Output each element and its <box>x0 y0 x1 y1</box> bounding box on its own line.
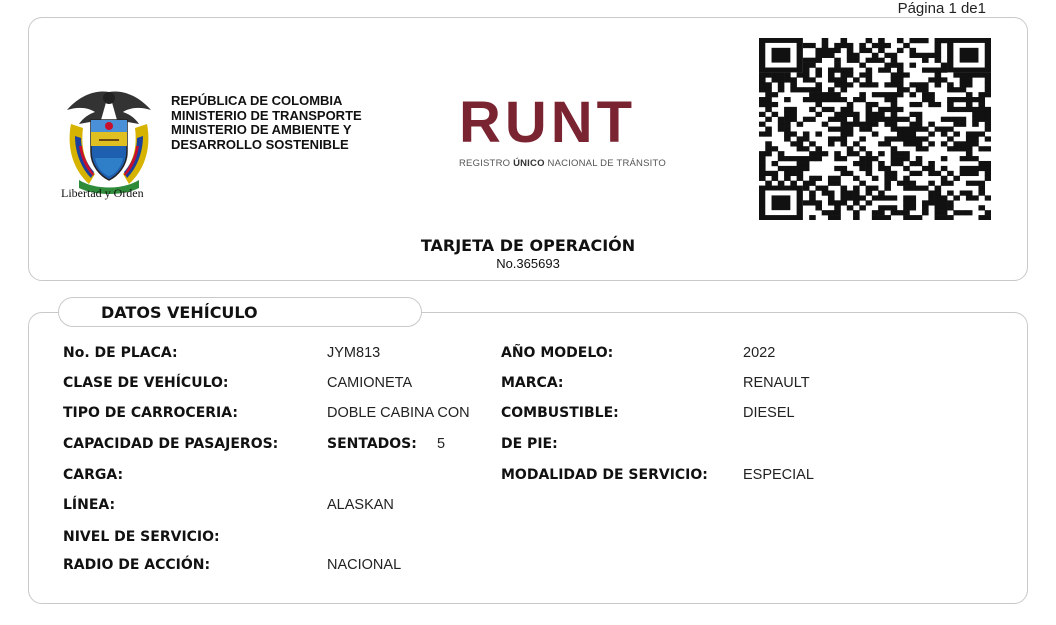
section-tab <box>58 297 422 327</box>
gov-line: REPÚBLICA DE COLOMBIA <box>171 93 343 108</box>
seal-caption: Libertad y Orden <box>61 186 144 200</box>
field-label: CAPACIDAD DE PASAJEROS: <box>63 436 279 452</box>
field-label: AÑO MODELO: <box>501 345 614 361</box>
runt-subtitle: REGISTRO ÚNICO NACIONAL DE TRÁNSITO <box>459 158 666 169</box>
field-value: ESPECIAL <box>743 467 814 483</box>
government-entity-lines <box>171 94 362 152</box>
field-value: NACIONAL <box>327 557 402 573</box>
document-title: TARJETA DE OPERACIÓN <box>420 236 636 255</box>
page-indicator: Página 1 de1 <box>897 0 986 17</box>
field-label: NIVEL DE SERVICIO: <box>63 529 220 545</box>
field-row <box>63 345 1013 365</box>
qr-code-icon <box>759 38 991 220</box>
field-label: MARCA: <box>501 375 564 391</box>
field-value: 5 <box>437 436 446 452</box>
field-row <box>63 436 1013 456</box>
runt-logo <box>459 90 699 184</box>
field-value: RENAULT <box>743 375 810 391</box>
document-number: No.365693 <box>496 256 560 271</box>
field-label: TIPO DE CARROCERIA: <box>63 405 238 421</box>
field-row <box>63 375 1013 395</box>
field-label: DE PIE: <box>501 436 558 452</box>
gov-line: DESARROLLO SOSTENIBLE <box>171 136 349 152</box>
field-row <box>63 497 1013 517</box>
field-label: COMBUSTIBLE: <box>501 405 619 421</box>
field-value: JYM813 <box>327 345 381 361</box>
gov-line: MINISTERIO DE AMBIENTE Y <box>171 122 352 137</box>
field-row <box>63 467 1013 487</box>
runt-wordmark: RUNT <box>459 90 637 155</box>
field-value: 2022 <box>743 345 776 361</box>
field-value: DIESEL <box>743 405 795 421</box>
header-card <box>28 17 1028 281</box>
field-label: MODALIDAD DE SERVICIO: <box>501 467 708 483</box>
field-label: RADIO DE ACCIÓN: <box>63 557 211 573</box>
field-row <box>63 405 1013 425</box>
field-label: LÍNEA: <box>63 497 116 513</box>
field-sublabel: SENTADOS: <box>327 436 417 452</box>
field-value: CAMIONETA <box>327 375 413 391</box>
section-title: DATOS VEHÍCULO <box>101 303 258 322</box>
vehicle-data-card <box>28 312 1028 604</box>
field-row <box>63 529 1013 549</box>
field-value: ALASKAN <box>327 497 394 513</box>
field-value: DOBLE CABINA CON <box>327 405 470 421</box>
gov-line: MINISTERIO DE TRANSPORTE <box>171 107 362 123</box>
field-row <box>63 557 1013 577</box>
field-label: No. DE PLACA: <box>63 345 178 361</box>
field-label: CARGA: <box>63 467 124 483</box>
field-label: CLASE DE VEHÍCULO: <box>63 375 229 391</box>
